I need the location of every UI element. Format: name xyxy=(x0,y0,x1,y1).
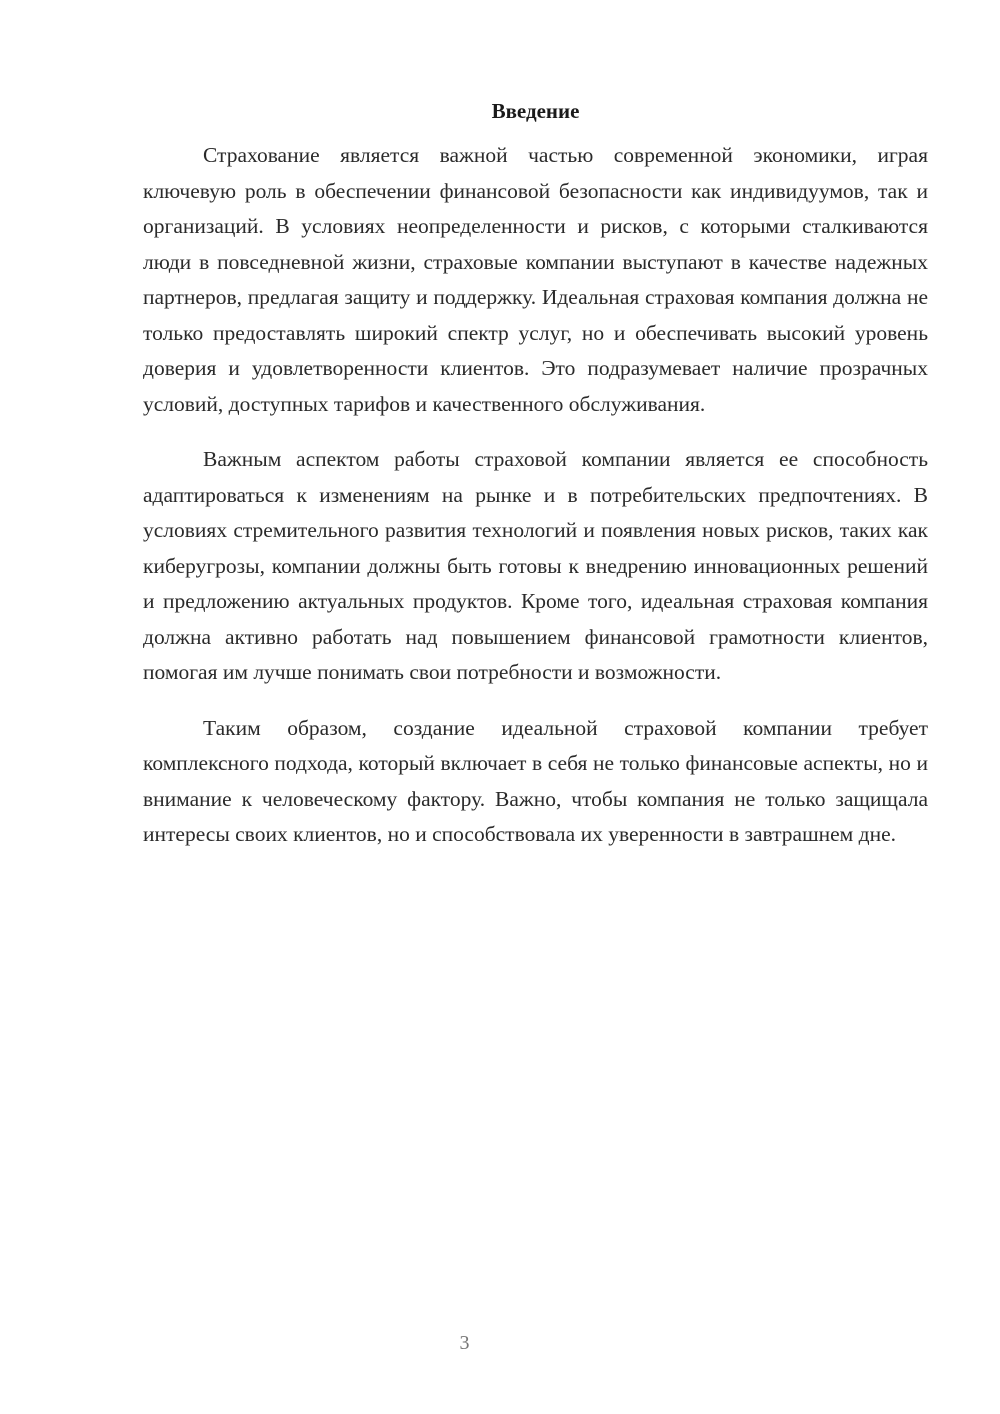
page-number: 3 xyxy=(459,1332,470,1354)
paragraph-2: Важным аспектом работы страховой компании является ее способность адаптироваться к изменениям на рынке и в потребительских предпочтениях. В условиях стремительного развития технологий и появления новых рисков, таких как киберугрозы, компании должны быть готовы к внедрению инновационных решений и предложению актуальных продуктов. Кроме того, идеальная страховая компания должна активно работать над повышением финансовой грамотности клиентов, помогая им лучше понимать свои потребности и возможности. xyxy=(143,447,928,684)
paragraph-1: Страхование является важной частью современной экономики, играя ключевую роль в обеспечении финансовой безопасности как индивидуумов, так и организаций. В условиях неопределенности и рисков, с которыми сталкиваются люди в повседневной жизни, страховые компании выступают в качестве надежных партнеров, предлагая защиту и поддержку. Идеальная страховая компания должна не только предоставлять широкий спектр услуг, но и обеспечивать высокий уровень доверия и удовлетворенности клиентов. Это подразумевает наличие прозрачных условий, доступных тарифов и качественного обслуживания. xyxy=(143,143,928,416)
page-content xyxy=(143,96,928,873)
section-heading: Введение xyxy=(491,99,580,123)
paragraph-3: Таким образом, создание идеальной страховой компании требует комплексного подхода, который включает в себя не только финансовые аспекты, но и внимание к человеческому фактору. Важно, чтобы компания не только защищала интересы своих клиентов, но и способствовала их уверенности в завтрашнем дне. xyxy=(143,715,928,846)
